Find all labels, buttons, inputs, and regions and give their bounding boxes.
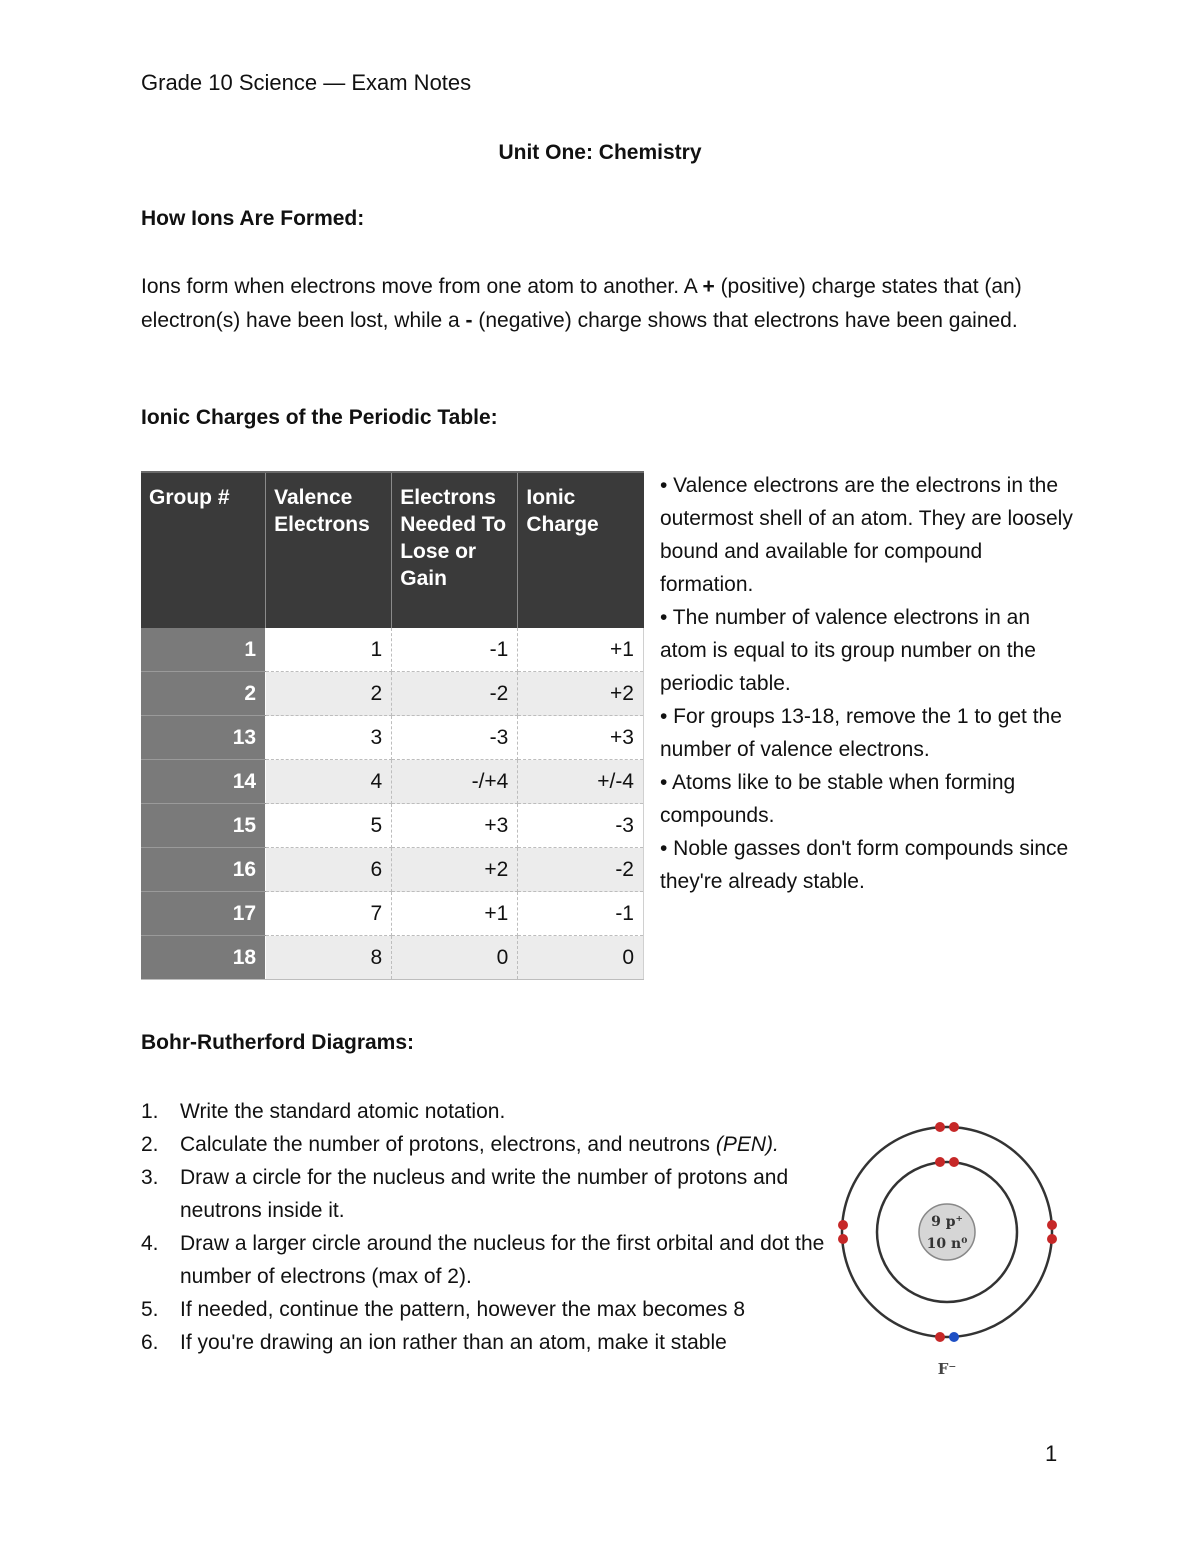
ions-paragraph: Ions form when electrons move from one atom to another. A + (positive) charge states that (an) electron(s) have been lost, while a - (negative) charge shows that electrons have been gained. <box>141 275 1022 332</box>
charge-cell: 0 <box>518 936 644 980</box>
bohr-rutherford-diagram <box>830 1115 1070 1385</box>
charge-cell: -1 <box>518 892 644 936</box>
list-item: 6. If you're drawing an ion rather than an atom, make it stable <box>141 1331 727 1354</box>
ions-heading: How Ions Are Formed: <box>141 207 365 230</box>
needed-cell: +2 <box>392 848 518 892</box>
col-header-charge: Ionic Charge <box>518 472 644 628</box>
table-row <box>141 716 644 760</box>
note-item: • Atoms like to be stable when forming compounds. <box>660 771 1016 827</box>
note-item: • The number of valence electrons in an atom is equal to its group number on the periodic table. <box>660 606 1036 695</box>
group-cell: 1 <box>141 628 266 672</box>
needed-cell: -3 <box>392 716 518 760</box>
protons-label: 9 p⁺ <box>931 1214 963 1230</box>
table-row <box>141 804 644 848</box>
ionic-charges-table <box>141 471 644 980</box>
page-header: Grade 10 Science — Exam Notes <box>141 70 472 95</box>
table-row <box>141 760 644 804</box>
note-item: • For groups 13-18, remove the 1 to get the number of valence electrons. <box>660 705 1062 761</box>
electron <box>949 1122 959 1132</box>
table-row <box>141 628 644 672</box>
list-item: 4. Draw a larger circle around the nucleus for the first orbital and dot the number of electrons (max of 2). <box>141 1232 825 1288</box>
list-item: 2. Calculate the number of protons, electrons, and neutrons (PEN). <box>141 1133 779 1156</box>
valence-notes <box>660 469 1080 898</box>
needed-cell: -1 <box>392 628 518 672</box>
group-cell: 18 <box>141 936 266 980</box>
group-cell: 15 <box>141 804 266 848</box>
group-cell: 14 <box>141 760 266 804</box>
valence-cell: 8 <box>266 936 392 980</box>
ion-label: F⁻ <box>937 1360 957 1378</box>
table-row <box>141 672 644 716</box>
note-item: • Noble gasses don't form compounds since they're already stable. <box>660 837 1069 893</box>
list-item: 3. Draw a circle for the nucleus and write the number of protons and neutrons inside it. <box>141 1166 789 1222</box>
charge-cell: +/-4 <box>518 760 644 804</box>
table-row <box>141 892 644 936</box>
charge-cell: +3 <box>518 716 644 760</box>
needed-cell: -/+4 <box>392 760 518 804</box>
charge-cell: +1 <box>518 628 644 672</box>
electron <box>935 1332 945 1342</box>
list-item: 1. Write the standard atomic notation. <box>141 1100 506 1123</box>
charge-cell: +2 <box>518 672 644 716</box>
note-item: • Valence electrons are the electrons in the outermost shell of an atom. They are loosely bound and available for compound formation. <box>660 474 1073 596</box>
col-header-needed: Electrons Needed To Lose or Gain <box>392 472 518 628</box>
needed-cell: +1 <box>392 892 518 936</box>
valence-cell: 2 <box>266 672 392 716</box>
needed-cell: +3 <box>392 804 518 848</box>
table-row <box>141 848 644 892</box>
list-item: 5. If needed, continue the pattern, however the max becomes 8 <box>141 1298 746 1321</box>
unit-title: Unit One: Chemistry <box>498 141 702 164</box>
valence-cell: 6 <box>266 848 392 892</box>
electron <box>949 1157 959 1167</box>
charge-cell: -3 <box>518 804 644 848</box>
electron <box>1047 1220 1057 1230</box>
ionic-charges-heading: Ionic Charges of the Periodic Table: <box>141 406 498 429</box>
electron <box>935 1157 945 1167</box>
bohr-steps-list <box>141 1095 841 1359</box>
electron <box>838 1220 848 1230</box>
col-header-group: Group # <box>141 472 266 628</box>
col-header-valence: Valence Electrons <box>266 472 392 628</box>
valence-cell: 4 <box>266 760 392 804</box>
charge-cell: -2 <box>518 848 644 892</box>
group-cell: 13 <box>141 716 266 760</box>
neutrons-label: 10 n⁰ <box>926 1236 968 1252</box>
electron <box>1047 1234 1057 1244</box>
group-cell: 2 <box>141 672 266 716</box>
needed-cell: -2 <box>392 672 518 716</box>
table-row <box>141 936 644 980</box>
added-electron <box>949 1332 959 1342</box>
electron <box>838 1234 848 1244</box>
group-cell: 16 <box>141 848 266 892</box>
group-cell: 17 <box>141 892 266 936</box>
page-number: 1 <box>1045 1441 1058 1466</box>
valence-cell: 1 <box>266 628 392 672</box>
bohr-heading: Bohr-Rutherford Diagrams: <box>141 1031 415 1054</box>
needed-cell: 0 <box>392 936 518 980</box>
valence-cell: 5 <box>266 804 392 848</box>
valence-cell: 3 <box>266 716 392 760</box>
valence-cell: 7 <box>266 892 392 936</box>
electron <box>935 1122 945 1132</box>
